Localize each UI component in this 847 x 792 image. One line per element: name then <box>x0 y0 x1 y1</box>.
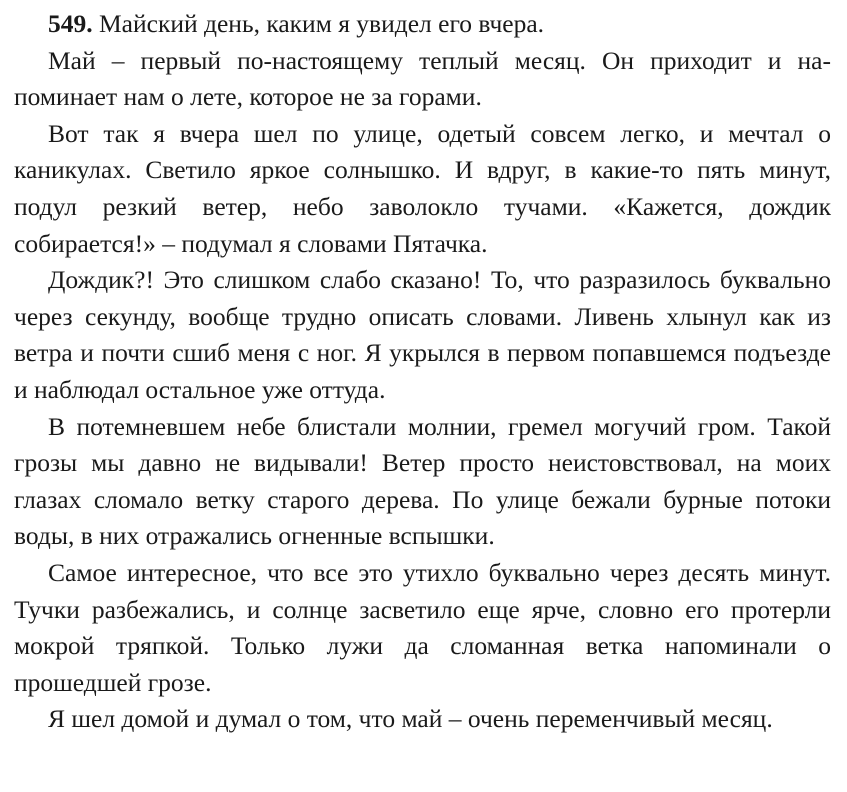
paragraph-1: Май – первый по-настоящему теплый месяц. Он приходит и напоминает нам о лете, которое не за горами. <box>14 45 831 112</box>
paragraph-4: В потемневшем небе блистали молнии, гремел могучий гром. Такой грозы мы давно не видывали! Ветер просто неистовствовал, на моих глазах сломало ветку старого дерева. По улице бежали бурные потоки воды, в них отражались огненные вспышки. <box>14 411 831 551</box>
paragraph-6: Я шел домой и думал о том, что май – очень переменчивый месяц. <box>48 704 773 734</box>
exercise-heading <box>14 6 831 43</box>
exercise-number: 549. <box>48 9 93 38</box>
paragraph-3: Дождик?! Это слишком слабо сказано! То, что разразилось буквально через секунду, вообще трудно описать словами. Ливень хлынул как из ветра и почти сшиб меня с ног. Я укрылся в первом попавшемся подъезде и наблюдал остальное уже оттуда. <box>14 265 831 404</box>
paragraph-2: Вот так я вчера шел по улице, одетый совсем легко, и мечтал о каникулах. Светило яркое солнышко. И вдруг, в какие-то пять минут, подул резкий ветер, небо заволокло тучами. «Кажется, дождик собирается!» – подумал я словами Пятачка. <box>14 118 831 258</box>
paragraph-5: Самое интересное, что все это утихло буквально через десять минут. Тучки разбежались, и солнце засветило еще ярче, словно его протерли мокрой тряпкой. Только лужи да сломанная ветка напоминали о прошедшей грозе. <box>14 557 831 697</box>
exercise-title: Майский день, каким я увидел его вчера. <box>99 9 545 38</box>
